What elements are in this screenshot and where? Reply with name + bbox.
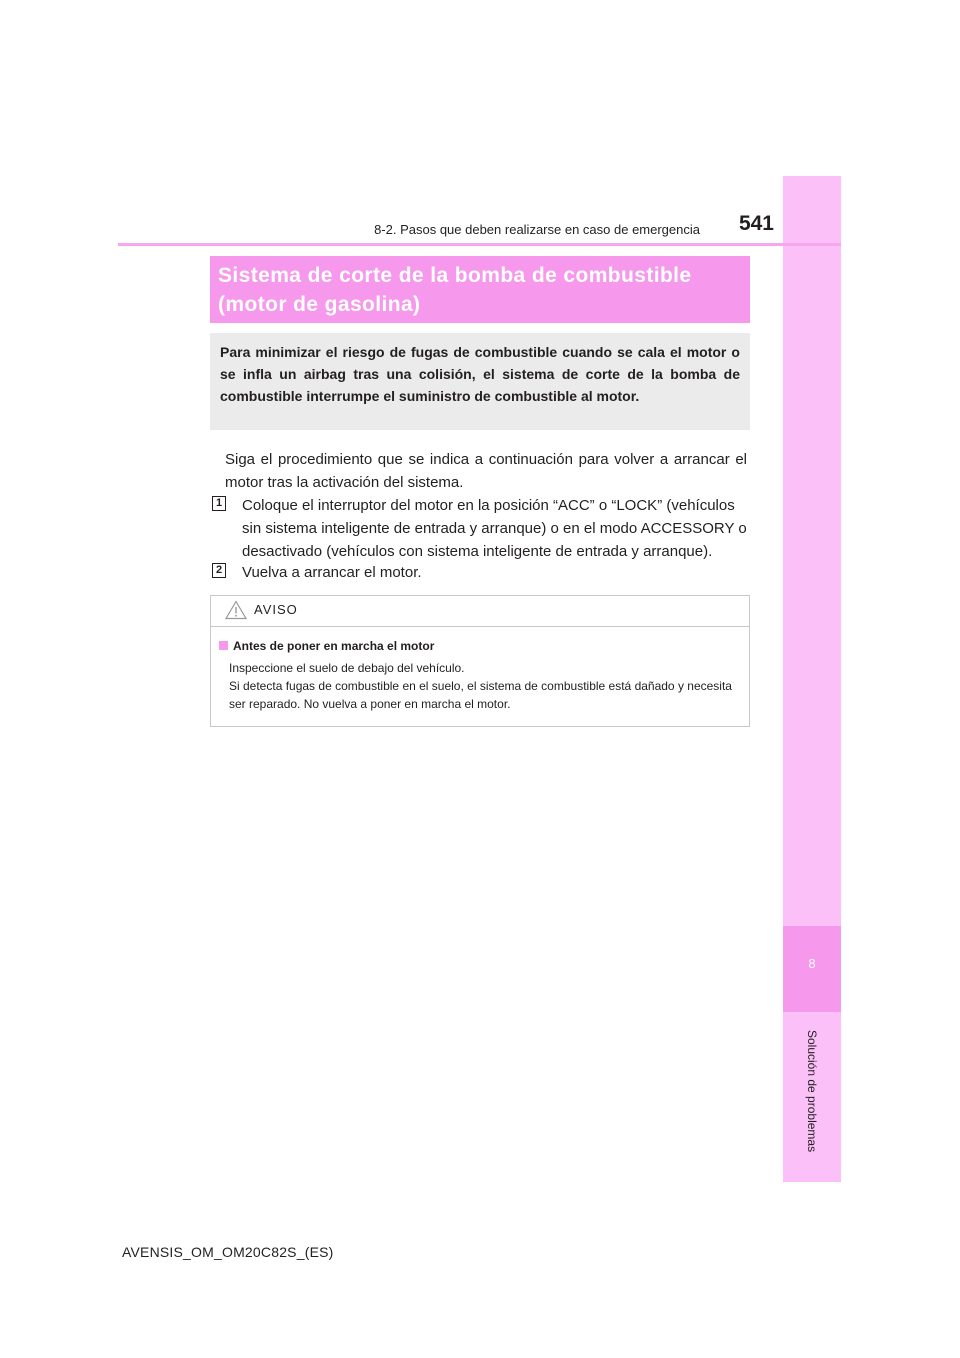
chapter-title: Solución de problemas (805, 1030, 819, 1153)
intro-summary: Para minimizar el riesgo de fugas de combustible cuando se cala el motor o se infla un airbag tras una colisión, el sistema de corte de la bomba de combustible interrumpe el suministro de combustible al motor. (210, 333, 750, 430)
warning-header (211, 596, 749, 627)
chapter-number-block (783, 926, 841, 1012)
step-1-badge: 1 (212, 496, 226, 511)
page-title-line-2: (motor de gasolina) (218, 293, 421, 316)
warning-line-1: Inspeccione el suelo de debajo del vehículo. (229, 661, 465, 675)
warning-item-title (219, 639, 739, 653)
warning-item-title-text: Antes de poner en marcha el motor (233, 639, 435, 653)
warning-box (210, 595, 750, 727)
header-divider (118, 243, 841, 246)
section-heading: 8-2. Pasos que deben realizarse en caso de emergencia (374, 222, 700, 237)
warning-triangle-icon (225, 600, 247, 620)
document-code-footer: AVENSIS_OM_OM20C82S_(ES) (122, 1244, 334, 1260)
warning-body (229, 659, 744, 713)
chapter-number: 8 (808, 956, 816, 971)
body-paragraph: Siga el procedimiento que se indica a continuación para volver a arrancar el motor tras la activación del sistema. (225, 451, 747, 491)
page-title-line-1: Sistema de corte de la bomba de combustible (218, 264, 692, 287)
pink-square-bullet-icon (219, 641, 228, 650)
warning-line-2: Si detecta fugas de combustible en el suelo, el sistema de combustible está dañado y necesita ser reparado. No vuelva a poner en marcha el motor. (229, 679, 732, 711)
step-2-text: Vuelva a arrancar el motor. (242, 564, 422, 581)
step-2-badge: 2 (212, 563, 226, 578)
warning-label: AVISO (254, 602, 298, 617)
page-title (210, 256, 750, 323)
page-number: 541 (738, 212, 774, 235)
step-1-text: Coloque el interruptor del motor en la posición “ACC” o “LOCK” (vehículos sin sistema inteligente de entrada y arranque) o en el modo ACCESSORY o desactivado (vehículos con sistema inteligente de entrada y arranque). (242, 497, 747, 560)
